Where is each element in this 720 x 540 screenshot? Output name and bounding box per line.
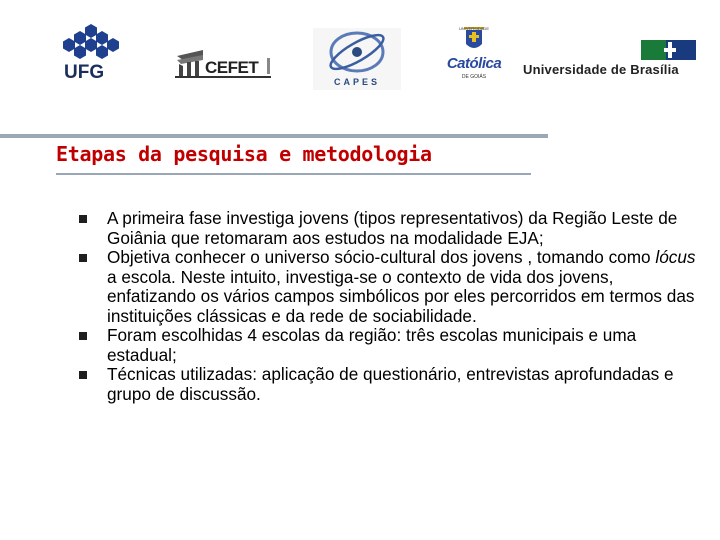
cefet-logo-text: CEFET — [205, 58, 259, 77]
unb-emblem-icon — [521, 38, 696, 62]
catolica-logo — [444, 22, 504, 84]
ufg-logo — [57, 22, 123, 84]
logo-bar — [0, 0, 720, 110]
bullet-item — [76, 365, 696, 404]
bullet-item — [76, 209, 696, 248]
capes-logo-text: CAPES — [333, 77, 380, 87]
catolica-logo-text: Católica — [446, 55, 502, 72]
capes-logo — [313, 28, 401, 90]
ufg-logo-text: UFG — [64, 62, 105, 83]
slide-title: Etapas da pesquisa e metodologia — [56, 142, 432, 166]
bullet-text: A primeira fase investiga jovens (tipos representativos) da Região Leste de Goiânia que retomaram aos estudos na modalidade EJA; — [107, 208, 678, 248]
bullet-item — [76, 248, 696, 326]
unb-logo-text: Universidade de Brasília — [523, 62, 679, 77]
bullet-item — [76, 326, 696, 365]
square-bullet-icon — [79, 254, 87, 262]
catolica-logo-subtext: DE GOIÁS — [461, 74, 487, 80]
unb-logo — [521, 38, 696, 80]
square-bullet-icon — [79, 332, 87, 340]
bullet-text: Foram escolhidas 4 escolas da região: três escolas municipais e uma estadual; — [107, 325, 637, 365]
header-divider — [0, 134, 548, 138]
bullet-text-end: a escola. Neste intuito, investiga-se o contexto de vida dos jovens, enfatizando os vários campos simbólicos por eles percorridos em termos das instituições clássicas e da rede de sociabilidade. — [107, 266, 695, 326]
catolica-logo-top: UNIVERSIDADE — [458, 26, 489, 31]
square-bullet-icon — [79, 215, 87, 223]
bullet-text-start: Objetiva conhecer o universo sócio-cultural dos jovens , tomando como — [107, 247, 656, 267]
cefet-logo — [173, 42, 273, 80]
title-underline — [56, 173, 531, 175]
bullet-text-italic: lócus — [655, 247, 696, 267]
bullet-text: Técnicas utilizadas: aplicação de questionário, entrevistas aprofundadas e grupo de discussão. — [107, 364, 674, 404]
square-bullet-icon — [79, 371, 87, 379]
ufg-hexagons-icon — [57, 22, 123, 64]
bullet-list — [76, 209, 696, 404]
